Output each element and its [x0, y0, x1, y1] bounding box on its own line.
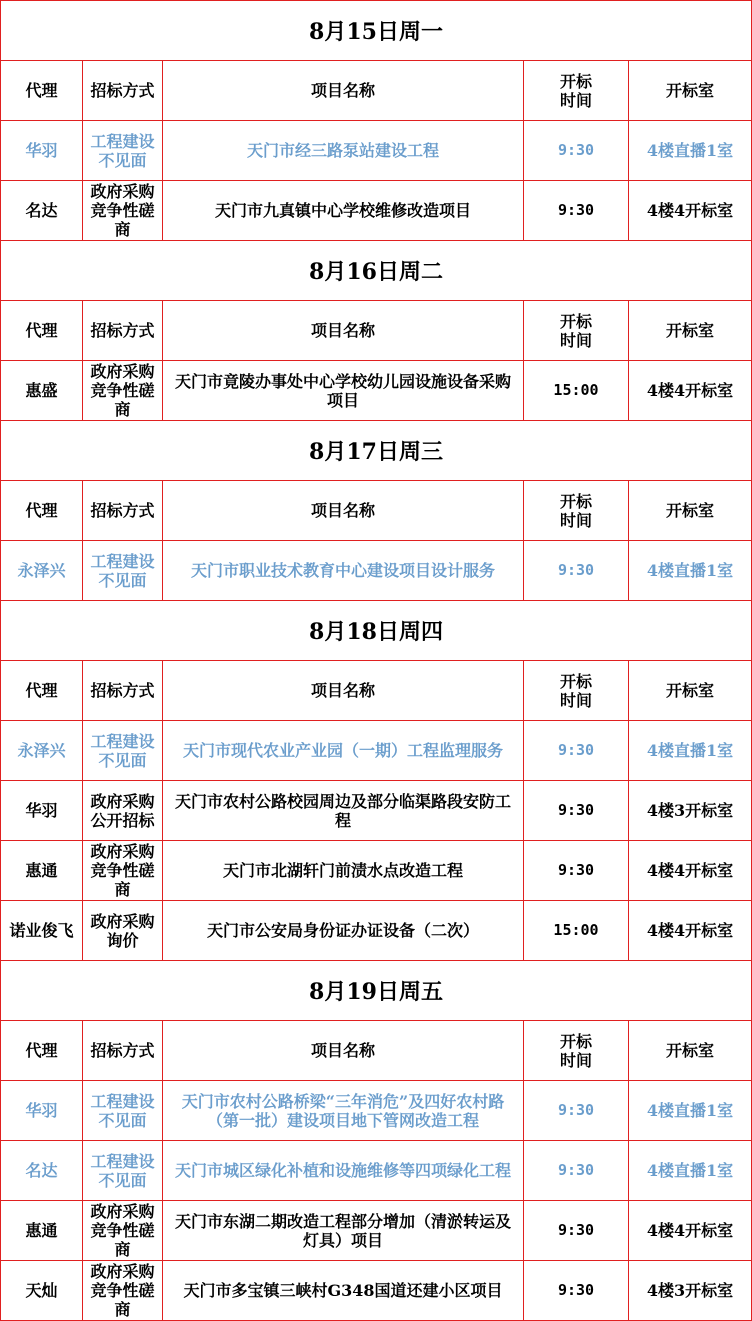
method-cell	[83, 1201, 163, 1260]
header-method-label: 招标方式	[90, 681, 155, 700]
header-open-time-label: 开标 时间	[559, 491, 592, 530]
project-name-cell	[163, 541, 524, 600]
header-method	[83, 61, 163, 120]
method-cell	[83, 181, 163, 240]
agent-cell	[1, 901, 83, 960]
project-name-cell-text: 天门市九真镇中心学校维修改造项目	[214, 201, 471, 220]
open-time-cell-text: 9:30	[557, 1221, 595, 1239]
header-agent-label: 代理	[25, 1041, 58, 1060]
header-agent-label: 代理	[25, 81, 58, 100]
project-name-cell-text: 天门市现代农业产业园（一期）工程监理服务	[182, 741, 503, 760]
day-title: 8月17日周三	[1, 421, 751, 481]
open-time-cell-text: 9:30	[557, 561, 595, 579]
open-time-cell	[524, 901, 629, 960]
column-header-row	[1, 481, 751, 541]
method-cell-text: 政府采购竞争性磋商	[90, 182, 155, 239]
project-name-cell	[163, 181, 524, 240]
header-open-time-label: 开标 时间	[559, 1031, 592, 1070]
project-name-cell-text: 天门市竟陵办事处中心学校幼儿园设施设备采购项目	[174, 371, 511, 410]
header-method	[83, 1021, 163, 1080]
header-project-name-label: 项目名称	[310, 1041, 375, 1060]
day-title: 8月15日周一	[1, 1, 751, 61]
open-room-cell	[629, 781, 751, 840]
project-name-cell-text: 天门市经三路泵站建设工程	[246, 141, 439, 160]
agent-cell	[1, 121, 83, 180]
open-room-cell-text: 4楼4开标室	[646, 1221, 734, 1240]
agent-cell-text: 名达	[25, 201, 58, 220]
project-name-cell-text: 天门市多宝镇三峡村G348国道还建小区项目	[183, 1281, 503, 1300]
header-agent-label: 代理	[25, 681, 58, 700]
open-time-cell	[524, 181, 629, 240]
method-cell-text: 工程建设不见面	[90, 1151, 155, 1190]
agent-cell	[1, 721, 83, 780]
method-cell	[83, 121, 163, 180]
open-time-cell-text: 9:30	[557, 1101, 595, 1119]
header-project-name	[163, 301, 524, 360]
header-open-time-label: 开标 时间	[559, 671, 592, 710]
table-row	[1, 841, 751, 901]
table-row	[1, 1201, 751, 1261]
header-project-name	[163, 61, 524, 120]
table-row	[1, 1081, 751, 1141]
agent-cell	[1, 1081, 83, 1140]
method-cell-text: 政府采购竞争性磋商	[90, 1202, 155, 1259]
open-room-cell-text: 4楼4开标室	[646, 381, 734, 400]
header-open-time	[524, 1021, 629, 1080]
agent-cell	[1, 541, 83, 600]
method-cell	[83, 1261, 163, 1320]
method-cell	[83, 1141, 163, 1200]
day-title: 8月19日周五	[1, 961, 751, 1021]
open-room-cell	[629, 121, 751, 180]
header-open-room-label: 开标室	[665, 681, 714, 700]
open-time-cell-text: 9:30	[557, 861, 595, 879]
header-open-time	[524, 301, 629, 360]
project-name-cell	[163, 1081, 524, 1140]
agent-cell-text: 惠通	[25, 861, 58, 880]
open-room-cell-text: 4楼4开标室	[646, 861, 734, 880]
agent-cell	[1, 1261, 83, 1320]
day-section	[1, 961, 751, 1321]
method-cell-text: 政府采购公开招标	[90, 791, 155, 830]
project-name-cell	[163, 1141, 524, 1200]
header-method	[83, 301, 163, 360]
agent-cell-text: 惠盛	[25, 381, 58, 400]
agent-cell-text: 华羽	[25, 1101, 58, 1120]
header-open-room	[629, 481, 751, 540]
project-name-cell	[163, 361, 524, 420]
open-room-cell	[629, 841, 751, 900]
open-time-cell	[524, 1081, 629, 1140]
table-row	[1, 1261, 751, 1321]
table-row	[1, 121, 751, 181]
day-section	[1, 601, 751, 961]
header-agent	[1, 61, 83, 120]
header-open-room-label: 开标室	[665, 1041, 714, 1060]
method-cell	[83, 781, 163, 840]
method-cell-text: 政府采购询价	[90, 911, 155, 950]
header-agent-label: 代理	[25, 501, 58, 520]
header-method	[83, 481, 163, 540]
table-row	[1, 541, 751, 601]
header-method-label: 招标方式	[90, 501, 155, 520]
day-title: 8月18日周四	[1, 601, 751, 661]
day-title: 8月16日周二	[1, 241, 751, 301]
open-time-cell	[524, 361, 629, 420]
header-project-name-label: 项目名称	[310, 681, 375, 700]
header-open-time-label: 开标 时间	[559, 311, 592, 350]
open-time-cell	[524, 721, 629, 780]
open-room-cell-text: 4楼直播1室	[646, 561, 734, 580]
project-name-cell-text: 天门市农村公路桥梁“三年消危”及四好农村路（第一批）建设项目地下管网改造工程	[181, 1091, 505, 1130]
header-open-room-label: 开标室	[665, 81, 714, 100]
method-cell	[83, 361, 163, 420]
header-open-room	[629, 301, 751, 360]
project-name-cell-text: 天门市北湖轩门前渍水点改造工程	[222, 861, 463, 880]
project-name-cell-text: 天门市职业技术教育中心建设项目设计服务	[190, 561, 495, 580]
header-method-label: 招标方式	[90, 321, 155, 340]
header-open-time	[524, 61, 629, 120]
day-section	[1, 421, 751, 601]
header-method-label: 招标方式	[90, 81, 155, 100]
open-room-cell-text: 4楼直播1室	[646, 1101, 734, 1120]
open-time-cell	[524, 121, 629, 180]
open-room-cell	[629, 181, 751, 240]
method-cell	[83, 541, 163, 600]
table-row	[1, 181, 751, 241]
project-name-cell	[163, 841, 524, 900]
project-name-cell	[163, 1201, 524, 1260]
project-name-cell-text: 天门市农村公路校园周边及部分临渠路段安防工程	[174, 791, 511, 830]
open-room-cell	[629, 1081, 751, 1140]
open-time-cell-text: 9:30	[557, 141, 595, 159]
header-open-room-label: 开标室	[665, 501, 714, 520]
method-cell-text: 政府采购竞争性磋商	[90, 1262, 155, 1319]
header-project-name-label: 项目名称	[310, 501, 375, 520]
open-time-cell-text: 15:00	[553, 381, 599, 399]
table-row	[1, 721, 751, 781]
method-cell	[83, 901, 163, 960]
project-name-cell-text: 天门市城区绿化补植和设施维修等四项绿化工程	[174, 1161, 511, 1180]
day-section	[1, 1, 751, 241]
header-open-room	[629, 61, 751, 120]
open-time-cell	[524, 1261, 629, 1320]
project-name-cell-text: 天门市东湖二期改造工程部分增加（清淤转运及灯具）项目	[174, 1211, 511, 1250]
method-cell	[83, 721, 163, 780]
column-header-row	[1, 61, 751, 121]
header-project-name	[163, 481, 524, 540]
header-project-name	[163, 1021, 524, 1080]
agent-cell	[1, 1201, 83, 1260]
project-name-cell	[163, 781, 524, 840]
table-row	[1, 361, 751, 421]
header-open-time	[524, 481, 629, 540]
method-cell	[83, 841, 163, 900]
project-name-cell	[163, 1261, 524, 1320]
agent-cell-text: 华羽	[25, 141, 58, 160]
open-room-cell	[629, 1261, 751, 1320]
agent-cell	[1, 1141, 83, 1200]
table-row	[1, 781, 751, 841]
header-open-room-label: 开标室	[665, 321, 714, 340]
header-project-name	[163, 661, 524, 720]
open-room-cell	[629, 361, 751, 420]
open-time-cell	[524, 1201, 629, 1260]
method-cell-text: 工程建设不见面	[90, 731, 155, 770]
open-room-cell-text: 4楼直播1室	[646, 141, 734, 160]
open-room-cell-text: 4楼3开标室	[646, 1281, 734, 1300]
column-header-row	[1, 301, 751, 361]
header-agent	[1, 301, 83, 360]
project-name-cell-text: 天门市公安局身份证办证设备（二次）	[206, 921, 479, 940]
open-time-cell	[524, 781, 629, 840]
column-header-row	[1, 1021, 751, 1081]
method-cell-text: 政府采购竞争性磋商	[90, 362, 155, 419]
open-room-cell-text: 4楼4开标室	[646, 921, 734, 940]
agent-cell-text: 天灿	[25, 1281, 58, 1300]
header-agent	[1, 661, 83, 720]
open-time-cell-text: 9:30	[557, 1281, 595, 1299]
day-section	[1, 241, 751, 421]
header-open-room	[629, 661, 751, 720]
agent-cell	[1, 781, 83, 840]
header-agent-label: 代理	[25, 321, 58, 340]
table-row	[1, 901, 751, 961]
header-open-time	[524, 661, 629, 720]
header-open-time-label: 开标 时间	[559, 71, 592, 110]
method-cell-text: 工程建设不见面	[90, 131, 155, 170]
open-time-cell	[524, 541, 629, 600]
agent-cell-text: 惠通	[25, 1221, 58, 1240]
open-room-cell	[629, 541, 751, 600]
open-time-cell	[524, 1141, 629, 1200]
open-room-cell-text: 4楼直播1室	[646, 741, 734, 760]
header-agent	[1, 1021, 83, 1080]
open-room-cell	[629, 901, 751, 960]
header-method	[83, 661, 163, 720]
open-room-cell-text: 4楼4开标室	[646, 201, 734, 220]
open-time-cell-text: 15:00	[553, 921, 599, 939]
method-cell-text: 工程建设不见面	[90, 1091, 155, 1130]
method-cell-text: 工程建设不见面	[90, 551, 155, 590]
open-room-cell	[629, 721, 751, 780]
open-time-cell-text: 9:30	[557, 201, 595, 219]
agent-cell-text: 诺业俊飞	[9, 921, 74, 940]
open-room-cell	[629, 1141, 751, 1200]
method-cell	[83, 1081, 163, 1140]
open-room-cell-text: 4楼直播1室	[646, 1161, 734, 1180]
header-project-name-label: 项目名称	[310, 81, 375, 100]
header-method-label: 招标方式	[90, 1041, 155, 1060]
header-open-room	[629, 1021, 751, 1080]
agent-cell	[1, 181, 83, 240]
project-name-cell	[163, 901, 524, 960]
agent-cell-text: 永泽兴	[17, 741, 66, 760]
open-time-cell-text: 9:30	[557, 801, 595, 819]
open-time-cell	[524, 841, 629, 900]
header-agent	[1, 481, 83, 540]
method-cell-text: 政府采购竞争性磋商	[90, 842, 155, 899]
agent-cell	[1, 361, 83, 420]
open-time-cell-text: 9:30	[557, 741, 595, 759]
project-name-cell	[163, 721, 524, 780]
project-name-cell	[163, 121, 524, 180]
open-room-cell-text: 4楼3开标室	[646, 801, 734, 820]
header-project-name-label: 项目名称	[310, 321, 375, 340]
open-room-cell	[629, 1201, 751, 1260]
agent-cell-text: 名达	[25, 1161, 58, 1180]
agent-cell-text: 永泽兴	[17, 561, 66, 580]
open-time-cell-text: 9:30	[557, 1161, 595, 1179]
column-header-row	[1, 661, 751, 721]
agent-cell-text: 华羽	[25, 801, 58, 820]
agent-cell	[1, 841, 83, 900]
table-row	[1, 1141, 751, 1201]
